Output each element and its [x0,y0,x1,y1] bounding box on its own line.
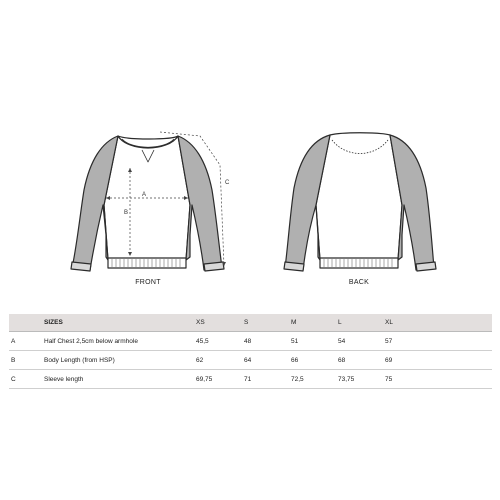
row-value: 69 [385,351,492,370]
back-left-cuff [284,262,304,271]
row-label: Sleeve length [44,370,196,389]
measure-b-label: B [124,210,129,216]
header-sizes-label: SIZES [44,314,196,332]
row-value: 54 [338,332,385,351]
row-value: 68 [338,351,385,370]
row-key: C [9,370,44,389]
row-value: 71 [244,370,291,389]
size-table [9,314,492,389]
measure-c-label: C [225,180,230,186]
front-caption: FRONT [135,279,161,286]
row-value: 62 [196,351,244,370]
header-size-l: L [338,314,385,332]
front-hem [108,258,186,268]
front-right-cuff [204,262,224,271]
header-size-xs: XS [196,314,244,332]
front-sweatshirt [71,136,224,271]
front-left-cuff [71,262,91,271]
row-value: 45,5 [196,332,244,351]
header-size-m: M [291,314,338,332]
row-value: 64 [244,351,291,370]
row-label: Half Chest 2,5cm below armhole [44,332,196,351]
header-key [9,314,44,332]
row-key: A [9,332,44,351]
row-value: 73,75 [338,370,385,389]
row-value: 69,75 [196,370,244,389]
row-value: 57 [385,332,492,351]
back-sweatshirt [284,133,436,271]
back-body [316,133,402,260]
back-caption: BACK [348,279,370,286]
table-row [9,351,492,370]
row-value: 66 [291,351,338,370]
table-row [9,370,492,389]
measure-a-label: A [142,192,147,198]
row-value: 51 [291,332,338,351]
header-size-xl: XL [385,314,492,332]
row-label: Body Length (from HSP) [44,351,196,370]
size-table-header [9,314,492,332]
header-size-s: S [244,314,291,332]
back-hem [320,258,398,268]
table-row [9,332,492,351]
back-right-cuff [416,262,436,271]
row-key: B [9,351,44,370]
row-value: 72,5 [291,370,338,389]
row-value: 75 [385,370,492,389]
row-value: 48 [244,332,291,351]
